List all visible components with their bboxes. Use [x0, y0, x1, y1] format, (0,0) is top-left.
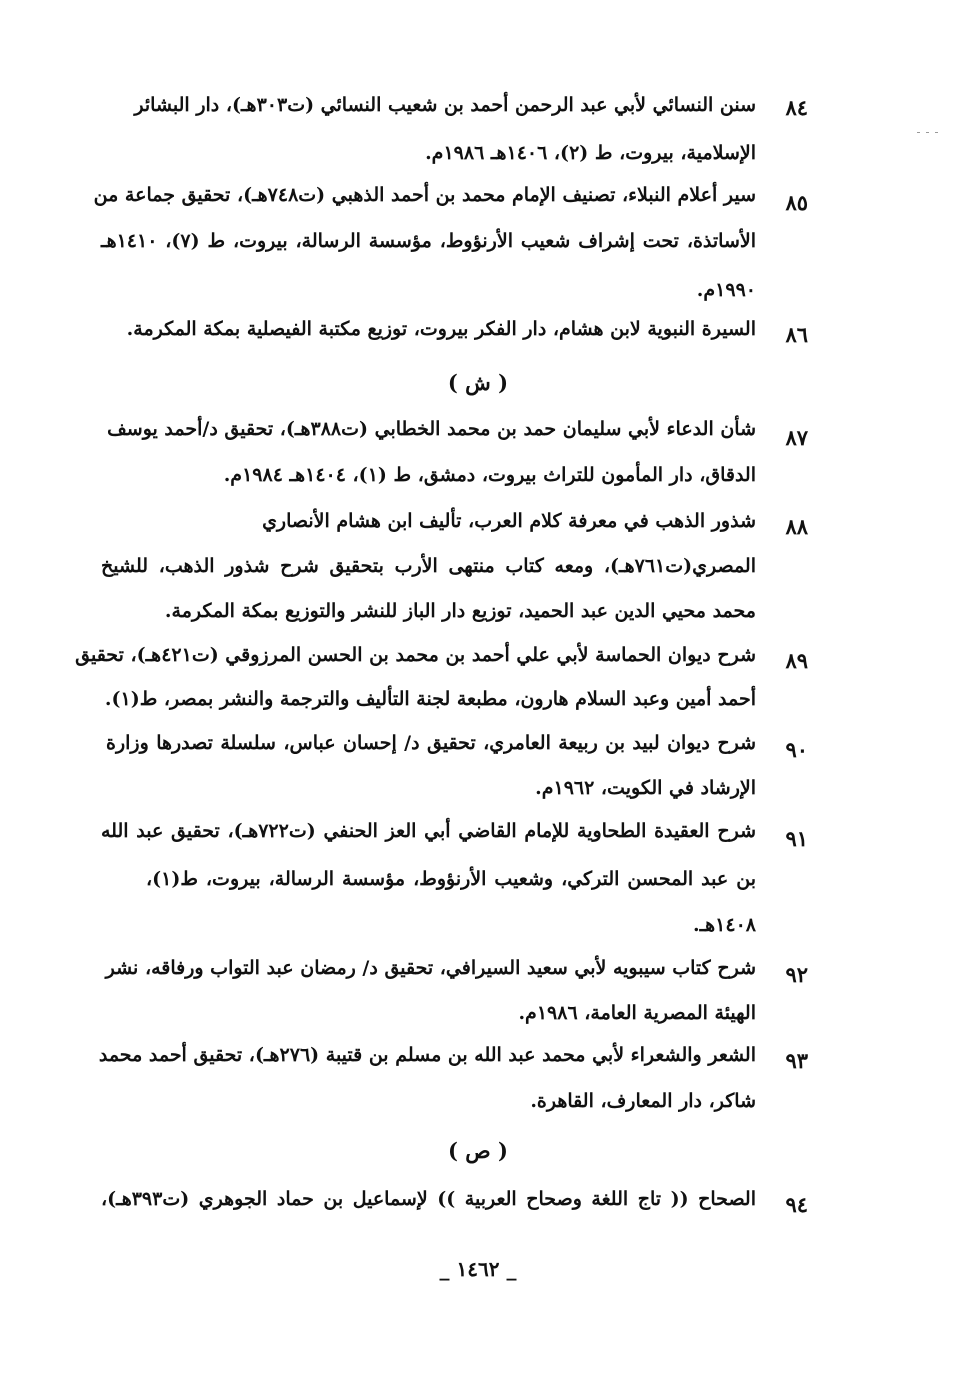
- entry-text-line: المصري(ت٧٦١هـ)، ومعه كتاب منتهى الأرب بتحقيق شرح شذور الذهب، للشيخ: [101, 555, 756, 577]
- entry-text-line: الإسلامية، بيروت، ط (٢)، ١٤٠٦هـ ١٩٨٦م.: [425, 142, 756, 164]
- section-heading-shin: ( ش ): [447, 370, 509, 395]
- entry-number: ٨٤: [785, 95, 808, 120]
- section-heading-sad: ( ص ): [448, 1138, 508, 1163]
- entry-number: ٨٩: [785, 648, 808, 673]
- entry-text-line: أحمد أمين وعبد السلام هارون، مطبعة لجنة التأليف والترجمة والنشر بمصر، ط(١).: [104, 688, 756, 710]
- entry-text-line: شاكر، دار المعارف، القاهرة.: [530, 1090, 756, 1112]
- entry-text-line: شرح ديوان لبيد بن ربيعة العامري، تحقيق د/ إحسان عباس، سلسلة تصدرها وزارة: [106, 732, 756, 754]
- entry-text-line: الدقاق، دار المأمون للتراث بيروت، دمشق، ط (١)، ١٤٠٤هـ ١٩٨٤م.: [223, 464, 756, 486]
- entry-number: ٩٢: [785, 962, 808, 987]
- entry-text-line: سنن النسائي لأبي عبد الرحمن أحمد بن شعيب النسائي (ت٣٠٣هـ)، دار البشائر: [134, 94, 756, 116]
- scan-mark: [898, 118, 938, 128]
- entry-number: ٨٧: [785, 425, 808, 450]
- entry-number: ٨٨: [785, 514, 808, 539]
- entry-text-line: الشعر والشعراء لأبي محمد عبد الله بن مسلم بن قتيبة (٢٧٦هـ)، تحقيق أحمد محمد: [98, 1044, 756, 1066]
- entry-number: ٨٥: [785, 190, 808, 215]
- entry-text-line: الأساتذة، تحت إشراف شعيب الأرنؤوط، مؤسسة الرسالة، بيروت، ط (٧)، ١٤١٠هـ: [101, 230, 756, 252]
- entry-text-line: الصحاح (( تاج اللغة وصحاح العربية )) لإسماعيل بن حماد الجوهري (ت٣٩٣هـ)،: [101, 1188, 756, 1210]
- entry-text-line: سير أعلام النبلاء، تصنيف الإمام محمد بن أحمد الذهبي (ت٧٤٨هـ)، تحقيق جماعة من: [93, 184, 756, 206]
- entry-text-line: الإرشاد في الكويت، ١٩٦٢م.: [535, 777, 756, 799]
- entry-number: ٩١: [785, 826, 808, 851]
- page-number: _ ١٤٦٢ _: [439, 1257, 517, 1281]
- entry-text-line: شذور الذهب في معرفة كلام العرب، تأليف ابن هشام الأنصاري: [262, 510, 756, 532]
- entry-text-line: السيرة النبوية لابن هشام، دار الفكر بيروت، توزيع مكتبة الفيصلية بمكة المكرمة.: [126, 318, 756, 340]
- entry-number: ٩٠: [785, 737, 808, 762]
- entry-text-line: شأن الدعاء لأبي سليمان حمد بن محمد الخطابي (ت٣٨٨هـ)، تحقيق د/أحمد يوسف: [107, 418, 756, 440]
- entry-text-line: بن عبد المحسن التركي، وشعيب الأرنؤوط، مؤسسة الرسالة، بيروت، ط(١)،: [146, 868, 756, 890]
- entry-number: ٩٤: [785, 1192, 808, 1217]
- entry-number: ٩٣: [785, 1048, 808, 1073]
- entry-text-line: ١٩٩٠م.: [696, 279, 756, 301]
- entry-text-line: الهيئة المصرية العامة، ١٩٨٦م.: [518, 1002, 756, 1024]
- entry-text-line: ١٤٠٨هـ.: [692, 914, 756, 936]
- entry-text-line: محمد محيي الدين عبد الحميد، توزيع دار الباز للنشر والتوزيع بمكة المكرمة.: [164, 600, 756, 622]
- entry-text-line: شرح ديوان الحماسة لأبي علي أحمد بن محمد بن الحسن المرزوقي (ت٤٢١هـ)، تحقيق: [75, 644, 756, 666]
- entry-number: ٨٦: [785, 322, 808, 347]
- entry-text-line: شرح كتاب سيبويه لأبي سعيد السيرافي، تحقيق د/ رمضان عبد التواب ورفاقه، نشر: [105, 957, 756, 979]
- entry-text-line: شرح العقيدة الطحاوية للإمام القاضي أبي العز الحنفي (ت٧٢٢هـ)، تحقيق عبد الله: [101, 820, 756, 842]
